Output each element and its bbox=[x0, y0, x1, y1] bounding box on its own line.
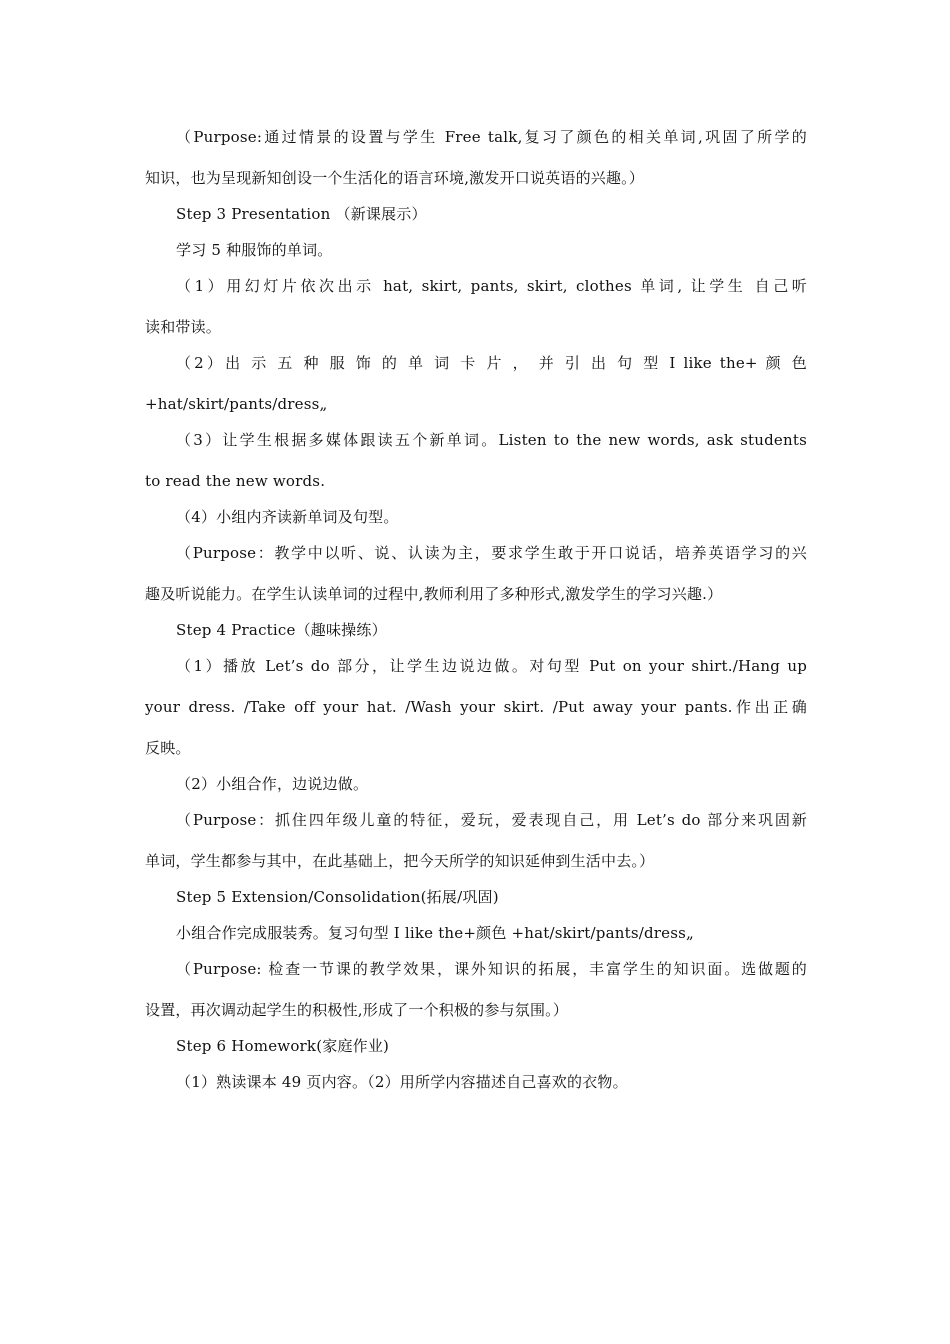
step-3-intro: 学习 5 种服饰的单词。 bbox=[176, 241, 333, 259]
purpose-paragraph-2-line-1: （Purpose：教学中以听、说、认读为主，要求学生敢于开口说话，培养英语学习的兴 bbox=[176, 544, 807, 562]
purpose-paragraph-3-line-2: 单词，学生都参与其中，在此基础上，把今天所学的知识延伸到生活中去。） bbox=[145, 852, 655, 870]
step-4-heading: Step 4 Practice（趣味操练） bbox=[176, 621, 387, 639]
step-5-content: 小组合作完成服装秀。复习句型 I like the+颜色 +hat/skirt/pants/dress„ bbox=[176, 924, 694, 942]
step-4-item-2: （2）小组合作，边说边做。 bbox=[176, 775, 369, 793]
step-5-heading: Step 5 Extension/Consolidation(拓展/巩固) bbox=[176, 888, 499, 906]
step-4-item-1-line-1: （1）播放 Let’s do 部分，让学生边说边做。对句型 Put on your shirt./Hang up bbox=[176, 657, 807, 675]
step-3-item-1-line-2: 读和带读。 bbox=[145, 318, 222, 336]
step-3-item-1-line-1: （1）用幻灯片依次出示 hat, skirt, pants, skirt, clothes 单词, 让学生 自己听 bbox=[176, 277, 807, 295]
purpose-paragraph-4-line-1: （Purpose: 检查一节课的教学效果，课外知识的拓展，丰富学生的知识面。选做题的 bbox=[176, 960, 807, 978]
purpose-paragraph-1-line-2: 知识，也为呈现新知创设一个生活化的语言环境,激发开口说英语的兴趣。） bbox=[145, 169, 645, 187]
step-3-heading: Step 3 Presentation （新课展示） bbox=[176, 205, 427, 223]
step-3-item-3-line-2: to read the new words. bbox=[145, 472, 326, 490]
step-6-content: （1）熟读课本 49 页内容。（2）用所学内容描述自己喜欢的衣物。 bbox=[176, 1073, 628, 1091]
step-3-item-2-line-2: +hat/skirt/pants/dress„ bbox=[145, 395, 328, 413]
step-6-heading: Step 6 Homework(家庭作业) bbox=[176, 1037, 390, 1055]
purpose-paragraph-2-line-2: 趣及听说能力。在学生认读单词的过程中,教师利用了多种形式,激发学生的学习兴趣.） bbox=[145, 585, 723, 603]
step-3-item-3-line-1: （3）让学生根据多媒体跟读五个新单词。Listen to the new words, ask students bbox=[176, 431, 807, 449]
purpose-paragraph-3-line-1: （Purpose：抓住四年级儿童的特征，爱玩，爱表现自己，用 Let’s do 部分来巩固新 bbox=[176, 811, 807, 829]
step-4-item-1-line-2: your dress. /Take off your hat. /Wash your skirt. /Put away your pants.作出正确 bbox=[145, 698, 807, 716]
step-3-item-2-line-1: （2）出 示 五 种 服 饰 的 单 词 卡 片 ， 并 引 出 句 型 I like the+ 颜 色 bbox=[176, 354, 807, 372]
step-3-item-4: （4）小组内齐读新单词及句型。 bbox=[176, 508, 399, 526]
purpose-paragraph-1-line-1: （Purpose:通过情景的设置与学生 Free talk,复习了颜色的相关单词,巩固了所学的 bbox=[176, 128, 807, 146]
purpose-paragraph-4-line-2: 设置，再次调动起学生的积极性,形成了一个积极的参与氛围。） bbox=[145, 1001, 569, 1019]
step-4-item-1-line-3: 反映。 bbox=[145, 739, 191, 757]
